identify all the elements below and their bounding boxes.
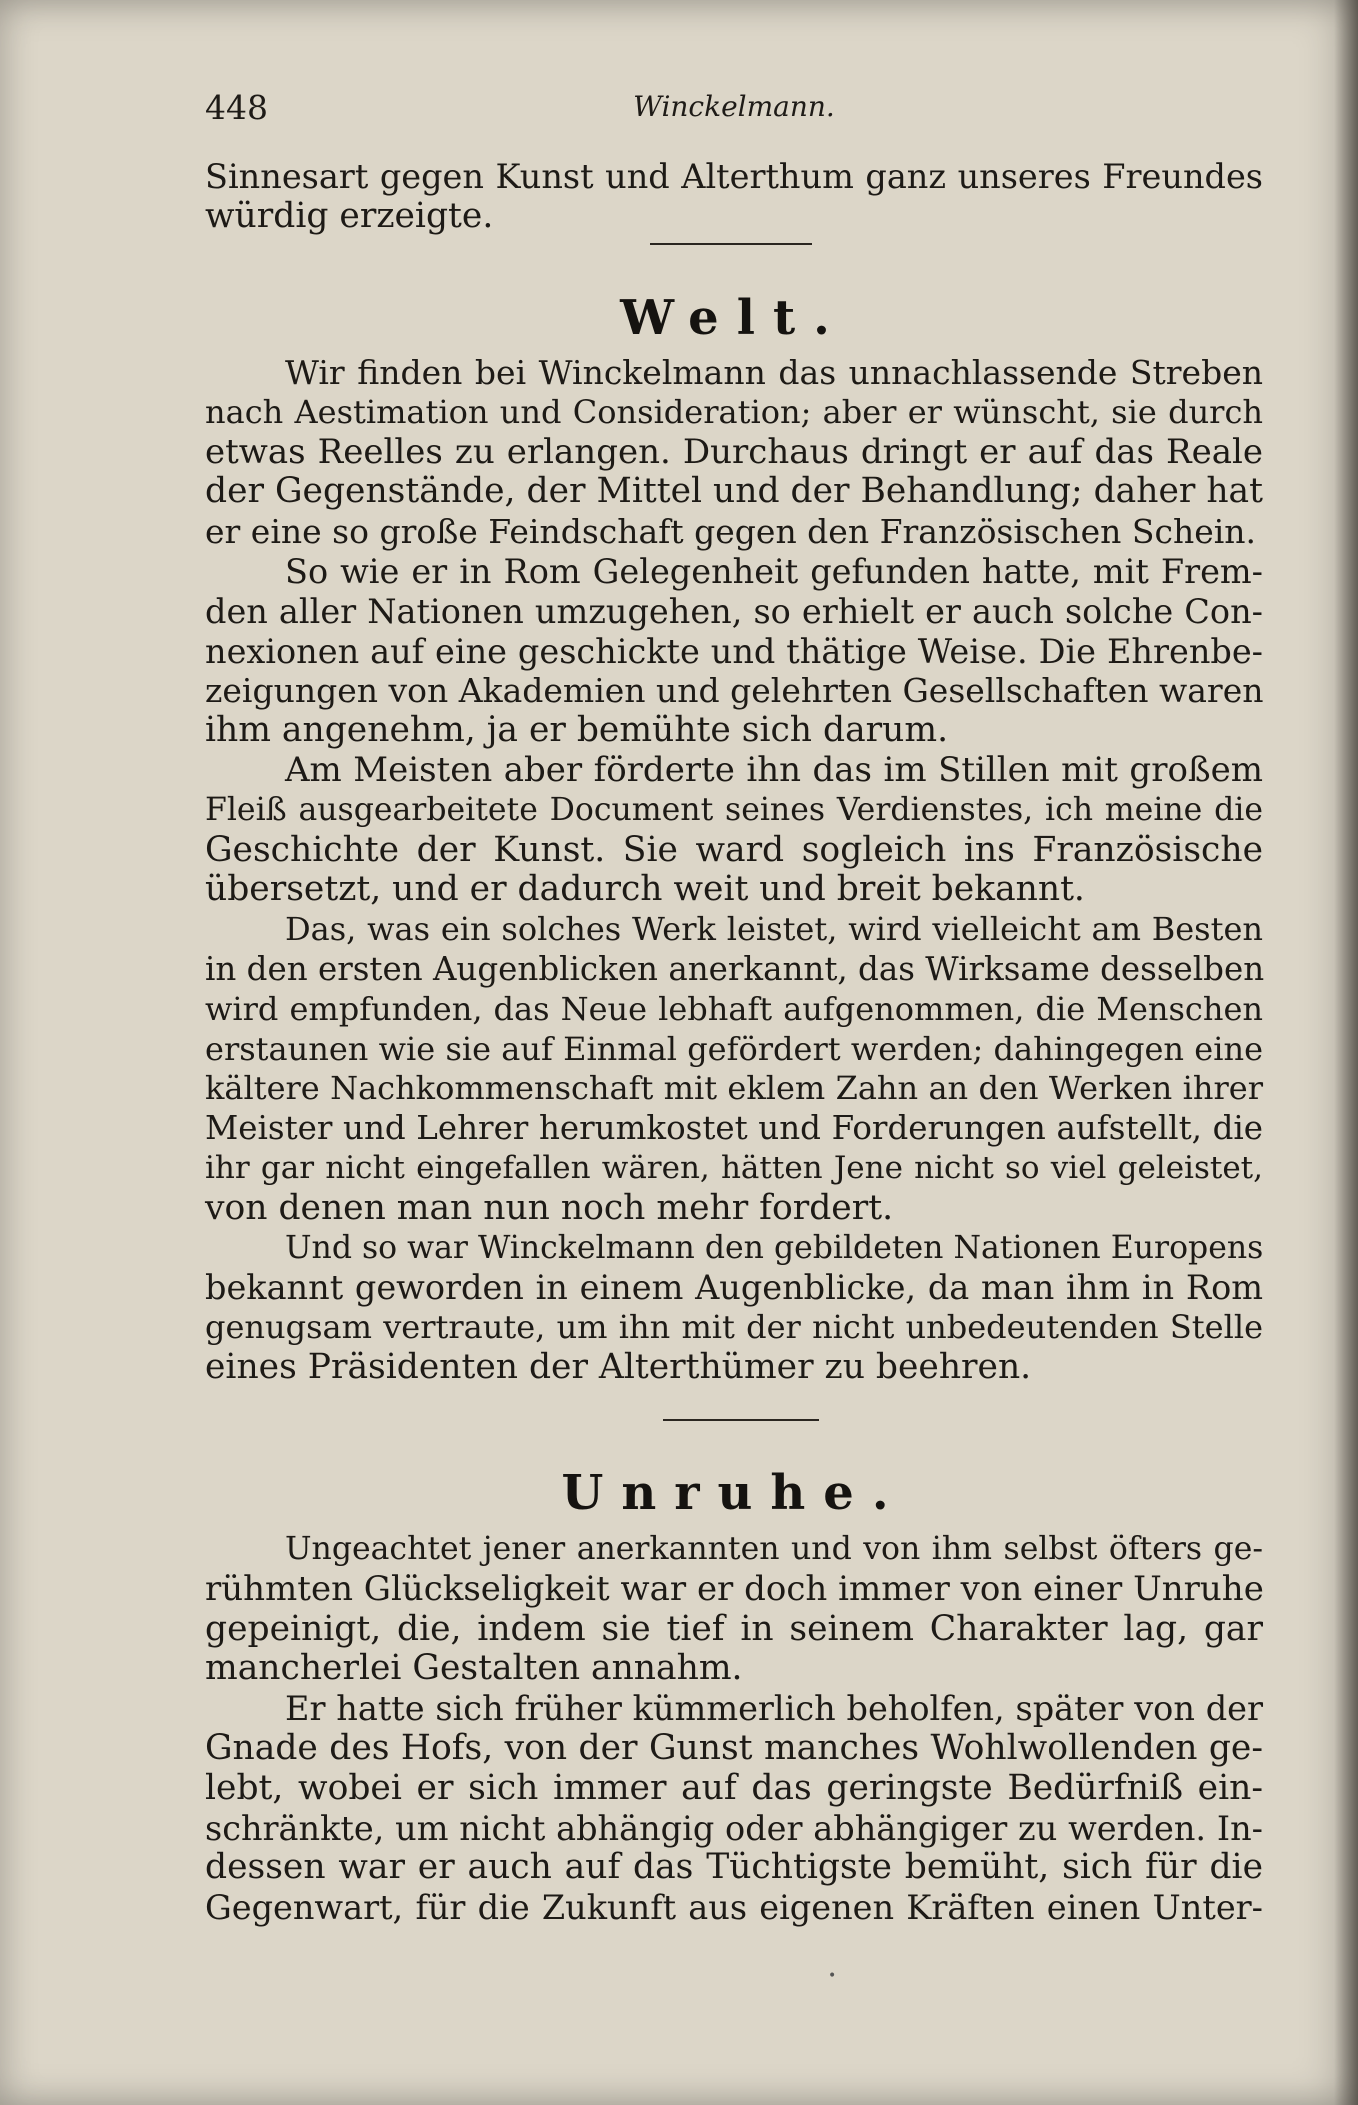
running-head xyxy=(205,88,1263,138)
text-line: bekannt geworden in einem Augenblicke, da man ihm in Rom xyxy=(205,1268,1263,1308)
running-title: Winckelmann. xyxy=(633,90,835,123)
text-line: der Gegenstände, der Mittel und der Behandlung; daher hat xyxy=(205,471,1263,512)
text-line: lebt, wobei er sich immer auf das geringste Bedürfniß ein- xyxy=(205,1767,1263,1808)
text-line: etwas Reelles zu erlangen. Durchaus dringt er auf das Reale xyxy=(205,431,1263,472)
top-paragraph xyxy=(205,157,1263,237)
section-welt-body xyxy=(205,353,1263,1388)
text-line: kältere Nachkommenschaft mit eklem Zahn an den Werken ihrer xyxy=(205,1069,1263,1108)
text-line: ihm angenehm, ja er bemühte sich darum. xyxy=(205,710,949,751)
text-line: Geschichte der Kunst. Sie ward sogleich ins Französische xyxy=(205,829,1263,870)
text-line: wird empfunden, das Neue lebhaft aufgenommen, die Menschen xyxy=(205,989,1263,1028)
text-line: in den ersten Augenblicken anerkannt, das Wirksame desselben xyxy=(205,949,1265,988)
text-line: Wir finden bei Winckelmann das unnachlassende Streben xyxy=(285,353,1263,392)
text-line: gepeinigt, die, indem sie tief in seinem Charakter lag, gar xyxy=(205,1608,1263,1649)
text-line: nach Aestimation und Consideration; aber er wünscht, sie durch xyxy=(205,392,1263,431)
section-unruhe-body xyxy=(205,1530,1263,1928)
text-line: mancherlei Gestalten annahm. xyxy=(205,1648,743,1689)
text-line: erstaunen wie sie auf Einmal gefördert werden; dahingegen eine xyxy=(205,1029,1263,1068)
text-line: würdig erzeigte. xyxy=(205,195,494,236)
text-line: Ungeachtet jener anerkannten und von ihm selbst öfters ge- xyxy=(285,1531,1263,1567)
text-line: Fleiß ausgearbeitete Document seines Verdienstes, ich meine die xyxy=(205,791,1263,828)
section-divider xyxy=(663,1419,819,1421)
page-number: 448 xyxy=(205,88,268,127)
text-line: ihr gar nicht eingefallen wären, hätten Jene nicht so viel geleistet, xyxy=(205,1149,1263,1186)
section-divider xyxy=(650,243,812,245)
text-line: zeigungen von Akademien und gelehrten Gesellschaften waren xyxy=(205,671,1264,711)
text-line: Er hatte sich früher kümmerlich beholfen, später von der xyxy=(285,1689,1263,1729)
text-line: genugsam vertraute, um ihn mit der nicht unbedeutenden Stelle xyxy=(205,1308,1263,1347)
text-line: So wie er in Rom Gelegenheit gefunden hatte, mit Frem- xyxy=(285,551,1263,591)
text-line: Gegenwart, für die Zukunft aus eigenen Kräften einen Unter- xyxy=(205,1888,1263,1928)
text-line: er eine so große Feindschaft gegen den Französischen Schein. xyxy=(205,512,1257,552)
text-line: von denen man nun noch mehr fordert. xyxy=(205,1187,894,1228)
text-line: den aller Nationen umzugehen, so erhielt er auch solche Con- xyxy=(205,591,1263,631)
text-line: eines Präsidenten der Alterthümer zu beehren. xyxy=(205,1346,1032,1387)
text-line: Meister und Lehrer herumkostet und Forderungen aufstellt, die xyxy=(205,1109,1263,1148)
text-line: übersetzt, und er dadurch weit und breit bekannt. xyxy=(205,869,1085,910)
stray-print-mark: • xyxy=(828,1968,837,1984)
text-line: rühmten Glückseligkeit war er doch immer von einer Unruhe xyxy=(205,1568,1264,1609)
page-edge-shadow xyxy=(1334,0,1358,2105)
text-line: Sinnesart gegen Kunst und Alterthum ganz unseres Freundes xyxy=(205,157,1263,196)
section-heading-welt: Welt. xyxy=(620,290,848,346)
text-line: Gnade des Hofs, von der Gunst manches Wohlwollenden ge- xyxy=(205,1727,1263,1768)
text-line: dessen war er auch auf das Tüchtigste bemüht, sich für die xyxy=(205,1847,1263,1888)
section-heading-unruhe: Unruhe. xyxy=(561,1465,907,1521)
text-line: Und so war Winckelmann den gebildeten Nationen Europens xyxy=(285,1229,1264,1266)
text-line: nexionen auf eine geschickte und thätige Weise. Die Ehrenbe- xyxy=(205,631,1263,671)
text-line: Das, was ein solches Werk leistet, wird vielleicht am Besten xyxy=(285,910,1263,949)
text-line: Am Meisten aber förderte ihn das im Stillen mit großem xyxy=(285,749,1263,790)
text-line: schränkte, um nicht abhängig oder abhängiger zu werden. In- xyxy=(205,1808,1263,1848)
